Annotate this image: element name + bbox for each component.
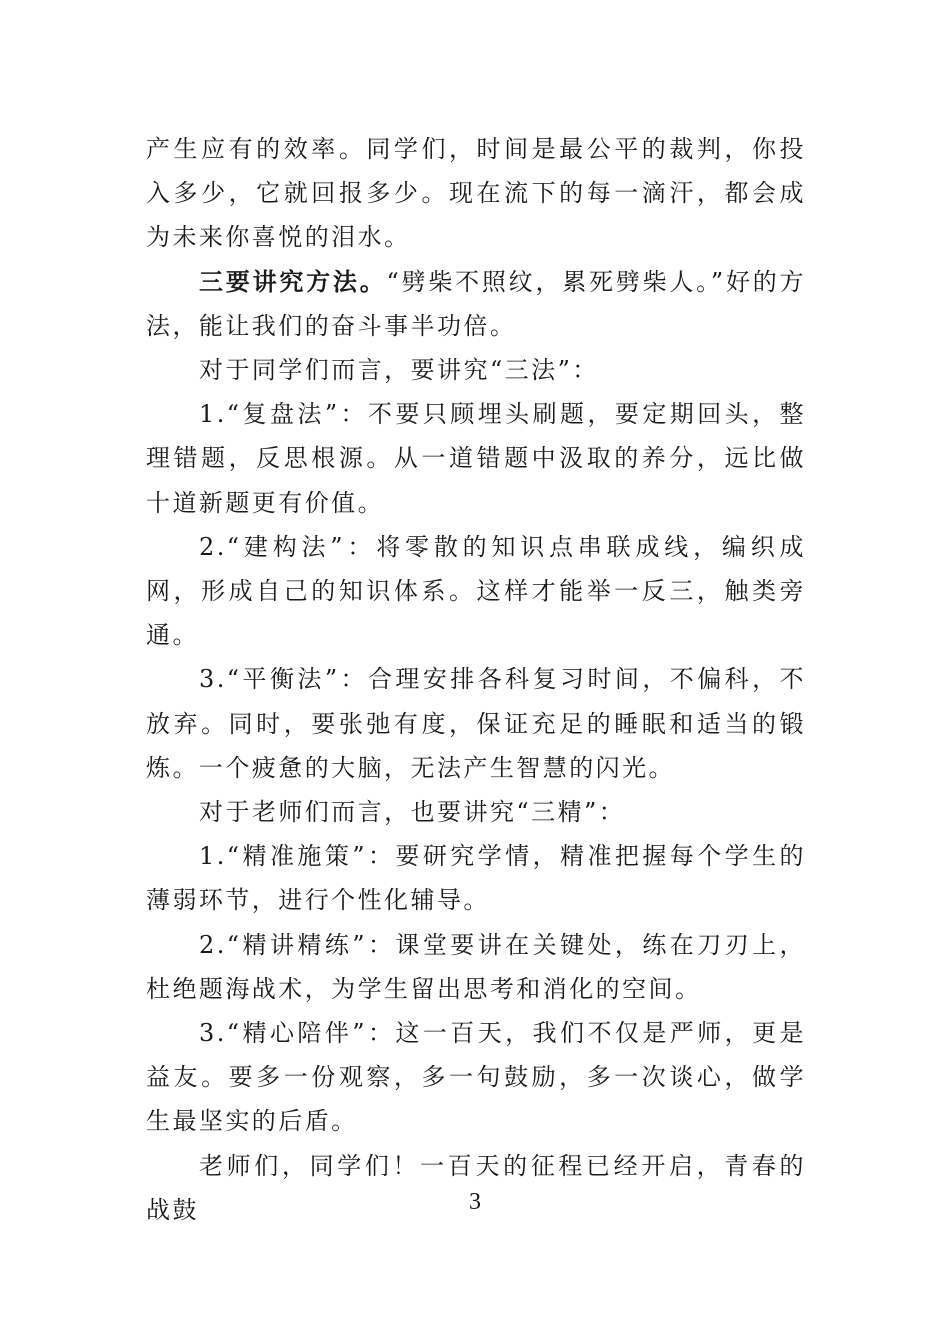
paragraph-text: 产生应有的效率。同学们，时间是最公平的裁判，你投入多少，它就回报多少。现在流下的每一滴汗，都会成为未来你喜悦的泪水。 [146,135,806,252]
paragraph-text: 对于老师们而言，也要讲究“三精”： [199,798,626,827]
list-item-careful-company [146,1011,806,1144]
paragraph-text: 3.“精心陪伴”：这一百天，我们不仅是严师，更是益友。要多一份观察，多一句鼓励，多一次谈心，做学生最坚实的后盾。 [146,1019,806,1136]
body-paragraph-teachers-intro [146,790,806,834]
paragraph-text: 2.“精讲精练”：课堂要讲在关键处，练在刀刃上，杜绝题海战术，为学生留出思考和消化的空间。 [146,930,806,1003]
paragraph-lead-heading: 三要讲究方法。 [199,266,387,296]
list-item-precise-policy [146,834,806,922]
paragraph-text: 1.“复盘法”：不要只顾埋头刷题，要定期回头，整理错题，反思根源。从一道错题中汲取的养分，远比做十道新题更有价值。 [146,400,806,517]
paragraph-text: 2.“建构法”：将零散的知识点串联成线，编织成网，形成自己的知识体系。这样才能举一反三，触类旁通。 [146,532,806,650]
list-item-balance-method [146,657,806,790]
list-item-precise-teaching [146,923,806,1011]
paragraph-text: “劈柴不照纹，累死劈柴人。”好的方法，能让我们的奋斗事半功倍。 [146,267,806,340]
page-number: 3 [469,1189,481,1215]
paragraph-text: 老师们，同学们！一百天的征程已经开启，青春的战鼓 [146,1151,806,1224]
body-paragraph-continued [146,127,806,260]
body-paragraph-method-heading [146,260,806,348]
list-item-review-method [146,392,806,525]
paragraph-text: 1.“精准施策”：要研究学情，精准把握每个学生的薄弱环节，进行个性化辅导。 [146,842,806,915]
paragraph-text: 3.“平衡法”：合理安排各科复习时间，不偏科，不放弃。同时，要张弛有度，保证充足的睡眠和适当的锻炼。一个疲惫的大脑，无法产生智慧的闪光。 [146,665,806,782]
paragraph-text: 对于同学们而言，要讲究“三法”： [199,356,599,385]
list-item-construct-method [146,525,806,658]
document-page [146,127,806,1232]
body-paragraph-students-intro [146,348,806,392]
